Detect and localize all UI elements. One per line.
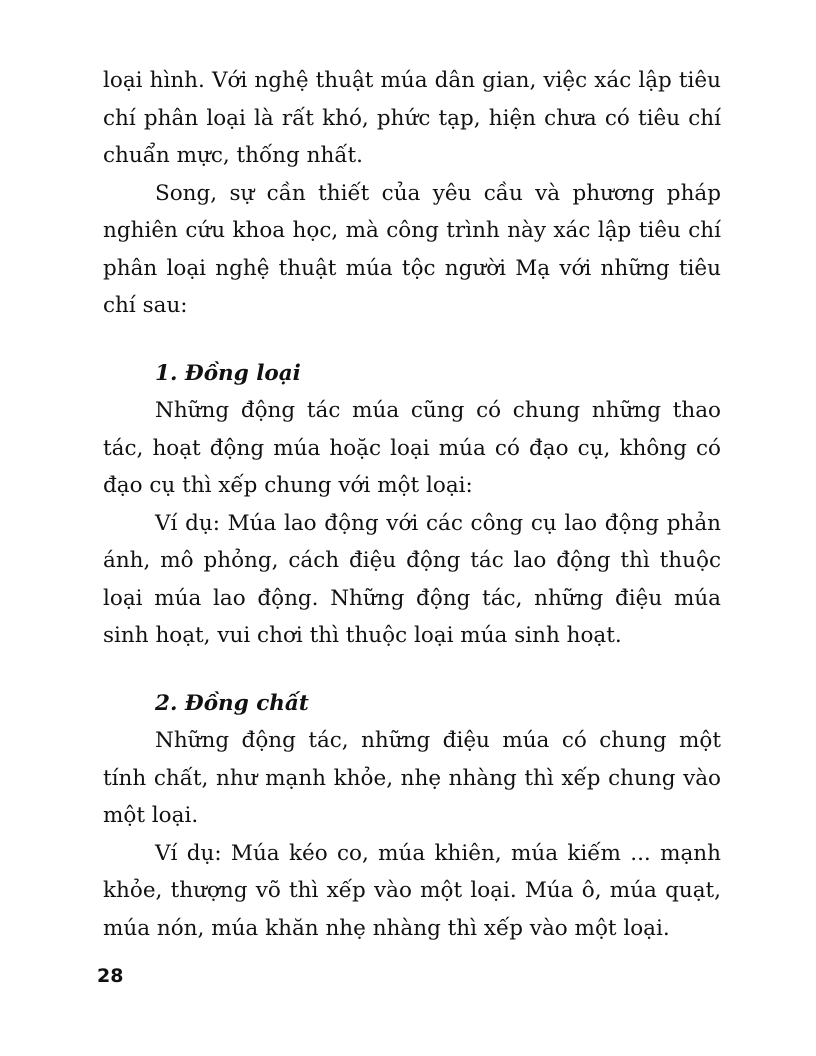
paragraph-dong-loai-example: Ví dụ: Múa lao động với các công cụ lao động phản ánh, mô phỏng, cách điệu động tác lao động thì thuộc loại múa lao động. Những động tác, những điệu múa sinh hoạt, vui chơi thì thuộc loại múa sinh hoạt. — [103, 510, 721, 648]
paragraph-dong-chat-body: Những động tác, những điệu múa có chung một tính chất, như mạnh khỏe, nhẹ nhàng thì xếp chung vào một loại. — [103, 728, 721, 828]
heading-dong-chat: 2. Đồng chất — [155, 690, 309, 716]
paragraph-dong-chat-example: Ví dụ: Múa kéo co, múa khiên, múa kiếm ... mạnh khỏe, thượng võ thì xếp vào một loại. Múa ô, múa quạt, múa nón, múa khăn nhẹ nhàng thì xếp vào một loại. — [103, 840, 721, 941]
paragraph-song: Song, sự cần thiết của yêu cầu và phương pháp nghiên cứu khoa học, mà công trình này xác lập tiêu chí phân loại nghệ thuật múa tộc người Mạ với những tiêu chí sau: — [103, 180, 721, 318]
paragraph-intro: loại hình. Với nghệ thuật múa dân gian, việc xác lập tiêu chí phân loại là rất khó, phức tạp, hiện chưa có tiêu chí chuẩn mực, thống nhất. — [103, 68, 721, 168]
page-body — [103, 62, 721, 947]
paragraph-dong-loai-body: Những động tác múa cũng có chung những thao tác, hoạt động múa hoặc loại múa có đạo cụ, không có đạo cụ thì xếp chung với một loại: — [103, 398, 721, 498]
heading-dong-loai: 1. Đồng loại — [155, 360, 301, 386]
page-number: 28 — [97, 965, 124, 987]
